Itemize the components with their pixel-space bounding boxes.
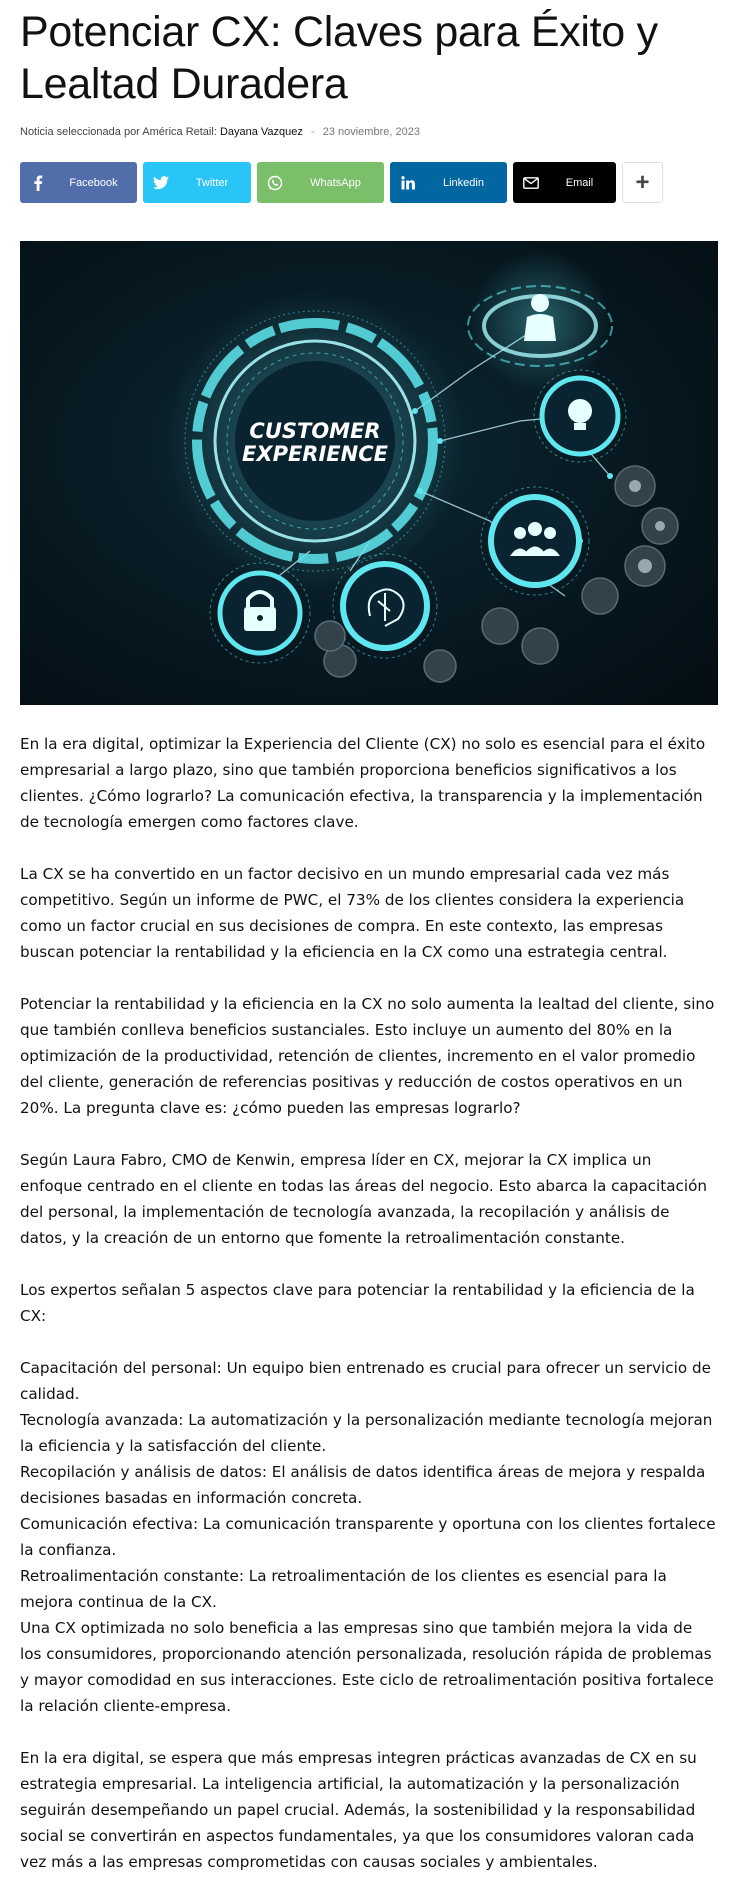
share-email-button[interactable] — [513, 162, 616, 203]
share-linkedin-button[interactable] — [390, 162, 507, 203]
hero-image — [20, 241, 718, 705]
plus-icon: + — [635, 168, 650, 196]
customer-experience-illustration — [20, 241, 718, 705]
paragraph-4: Según Laura Fabro, CMO de Kenwin, empresa líder en CX, mejorar la CX implica un enfoque centrado en el cliente en todas las áreas del negocio. Esto abarca la capacitación del personal, la implementación de tecnología avanzada, la recopilación y análisis de datos, y la creación de un entorno que fomente la retroalimentación constante. — [20, 1151, 708, 1247]
article-container — [0, 6, 738, 1875]
facebook-label: Facebook — [69, 176, 118, 189]
email-label: Email — [565, 176, 594, 189]
linkedin-label: Linkedin — [443, 176, 484, 189]
paragraph-2: La CX se ha convertido en un factor decisivo en un mundo empresarial cada vez más competitivo. Según un informe de PWC, el 73% de los clientes considera la experiencia como un factor crucial en sus decisiones de compra. En este contexto, las empresas buscan potenciar la rentabilidad y la eficiencia en la CX como una estrategia central. — [20, 865, 685, 961]
share-twitter-button[interactable] — [143, 162, 251, 203]
meta-separator: - — [310, 126, 315, 138]
linkedin-icon — [390, 162, 426, 203]
paragraph-5: Los expertos señalan 5 aspectos clave para potenciar la rentabilidad y la eficiencia de la CX: — [20, 1281, 695, 1325]
paragraph-1: En la era digital, optimizar la Experiencia del Cliente (CX) no solo es esencial para el éxito empresarial a largo plazo, sino que también proporciona beneficios significativos a los clientes. ¿Cómo lograrlo? La comunicación efectiva, la transparencia y la implementación de tecnología emergen como factores clave. — [20, 735, 706, 831]
whatsapp-icon — [257, 162, 293, 203]
meta-prefix: Noticia seleccionada por América Retail: — [20, 126, 217, 138]
envelope-icon — [513, 162, 549, 203]
key-aspects-list — [20, 1355, 718, 1719]
share-facebook-button[interactable] — [20, 162, 137, 203]
list-item: Una CX optimizada no solo beneficia a las empresas sino que también mejora la vida de los consumidores, proporcionando atención personalizada, resolución rápida de problemas y mayor comodidad en sus interacciones. Este ciclo de retroalimentación positiva fortalece la relación cliente-empresa. — [20, 1619, 714, 1715]
article-body — [20, 731, 718, 1875]
facebook-icon — [20, 162, 56, 203]
publish-date: 23 noviembre, 2023 — [322, 126, 420, 138]
twitter-icon — [143, 162, 179, 203]
whatsapp-label: WhatsApp — [310, 176, 361, 189]
list-item: Recopilación y análisis de datos: El análisis de datos identifica áreas de mejora y respalda decisiones basadas en información concreta. — [20, 1463, 706, 1507]
share-more-button[interactable] — [622, 162, 663, 203]
list-item: Comunicación efectiva: La comunicación transparente y oportuna con los clientes fortalece la confianza. — [20, 1515, 716, 1559]
share-bar — [20, 162, 718, 203]
list-item: Retroalimentación constante: La retroalimentación de los clientes es esencial para la mejora continua de la CX. — [20, 1567, 667, 1611]
share-whatsapp-button[interactable] — [257, 162, 384, 203]
twitter-label: Twitter — [195, 176, 229, 189]
paragraph-3: Potenciar la rentabilidad y la eficiencia en la CX no solo aumenta la lealtad del cliente, sino que también conlleva beneficios sustanciales. Esto incluye un aumento del 80% en la optimización de la productividad, retención de clientes, incremento en el valor promedio del cliente, generación de referencias positivas y reducción de costos operativos en un 20%. La pregunta clave es: ¿cómo pueden las empresas lograrlo? — [20, 995, 715, 1117]
list-item: Tecnología avanzada: La automatización y la personalización mediante tecnología mejoran la eficiencia y la satisfacción del cliente. — [20, 1411, 713, 1455]
article-meta — [20, 124, 718, 140]
hero-text-line2: EXPERIENCE — [242, 442, 388, 466]
page-title: Potenciar CX: Claves para Éxito y Lealtad Duradera — [20, 8, 658, 108]
author-link[interactable]: Dayana Vazquez — [219, 126, 303, 138]
list-item: Capacitación del personal: Un equipo bien entrenado es crucial para ofrecer un servicio de calidad. — [20, 1359, 711, 1403]
hero-text-line1: CUSTOMER — [249, 419, 381, 443]
paragraph-6: En la era digital, se espera que más empresas integren prácticas avanzadas de CX en su estrategia empresarial. La inteligencia artificial, la automatización y la personalización seguirán desempeñando un papel crucial. Además, la sostenibilidad y la responsabilidad social se convertirán en aspectos fundamentales, ya que los consumidores valoran cada vez más a las empresas comprometidas con causas sociales y ambientales. — [20, 1749, 697, 1871]
